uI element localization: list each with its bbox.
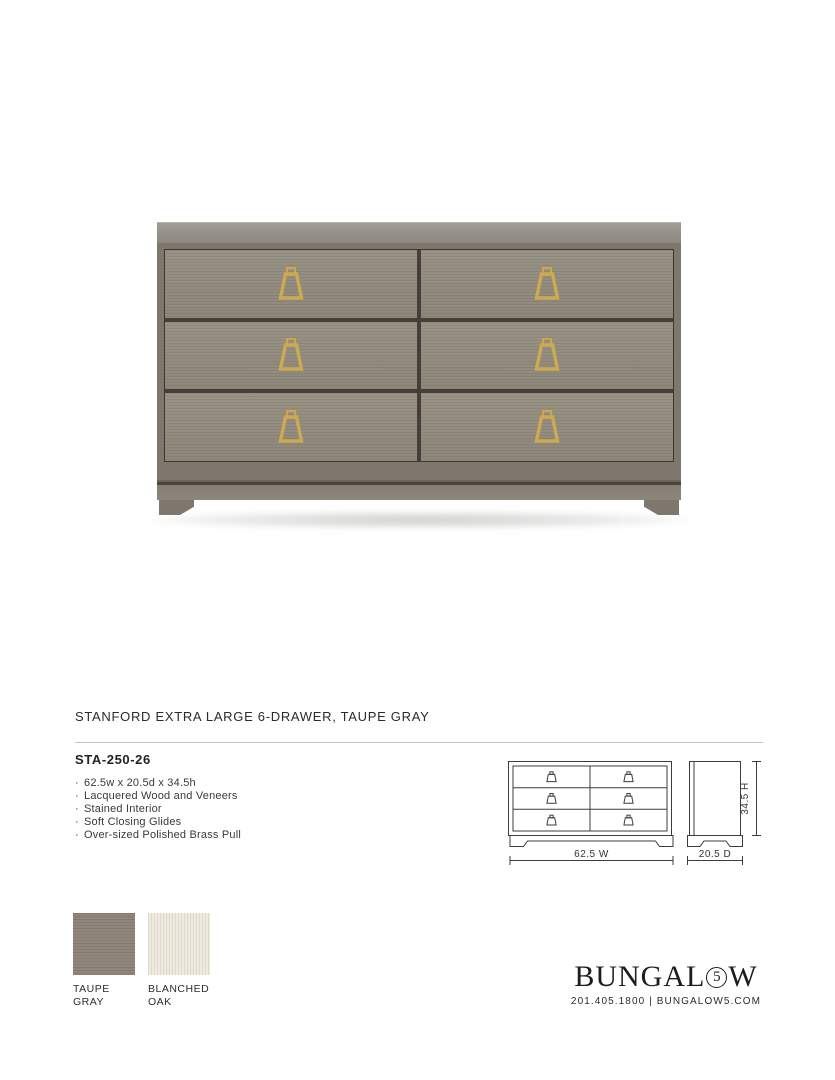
brass-pull-icon (276, 337, 306, 373)
drawer (421, 250, 673, 318)
product-sku: STA-250-26 (75, 752, 151, 767)
logo-text-prefix: BUNGAL (574, 960, 706, 993)
drawer (421, 393, 673, 461)
dimension-drawings (505, 755, 797, 867)
spec-item: · Over-sized Polished Brass Pull (75, 829, 241, 842)
drawer (165, 322, 417, 390)
swatch-label: TAUPE GRAY (73, 983, 110, 1008)
dresser-case (157, 243, 681, 482)
spec-item: · Soft Closing Glides (75, 816, 241, 829)
logo-circled-5-icon: 5 (706, 967, 727, 988)
bungalow5-logo (560, 961, 772, 993)
swatch-label: BLANCHED OAK (148, 983, 210, 1008)
depth-dimension-label: 20.5 D (698, 849, 732, 860)
swatch-chip-blanched-oak (148, 913, 210, 975)
divider-rule (75, 742, 763, 743)
product-title: STANFORD EXTRA LARGE 6-DRAWER, TAUPE GRAY (75, 709, 430, 724)
product-photo (157, 222, 681, 515)
drawer (165, 393, 417, 461)
dresser-plinth (157, 482, 681, 500)
dresser-shadow (149, 511, 689, 529)
brass-pull-icon (532, 409, 562, 445)
brass-pull-icon (276, 409, 306, 445)
brand-contact: 201.405.1800 | BUNGALOW5.COM (570, 996, 762, 1007)
drawer-grid (164, 249, 674, 462)
height-dimension-label: 34.5 H (740, 782, 751, 815)
spec-item: · Lacquered Wood and Veneers (75, 790, 241, 803)
finish-swatches (73, 913, 212, 1009)
width-dimension-label: 62.5 W (574, 849, 609, 860)
brass-pull-icon (532, 337, 562, 373)
spec-list (75, 777, 241, 842)
logo-text-suffix: W (728, 960, 758, 993)
brass-pull-icon (276, 266, 306, 302)
brand-footer (560, 961, 772, 1007)
spec-item: · Stained Interior (75, 803, 241, 816)
drawer (421, 322, 673, 390)
swatch-chip-taupe-gray (73, 913, 135, 975)
swatch-taupe-gray (73, 913, 137, 1009)
brass-pull-icon (532, 266, 562, 302)
drawer (165, 250, 417, 318)
swatch-blanched-oak (148, 913, 212, 1009)
spec-item: · 62.5w x 20.5d x 34.5h (75, 777, 241, 790)
